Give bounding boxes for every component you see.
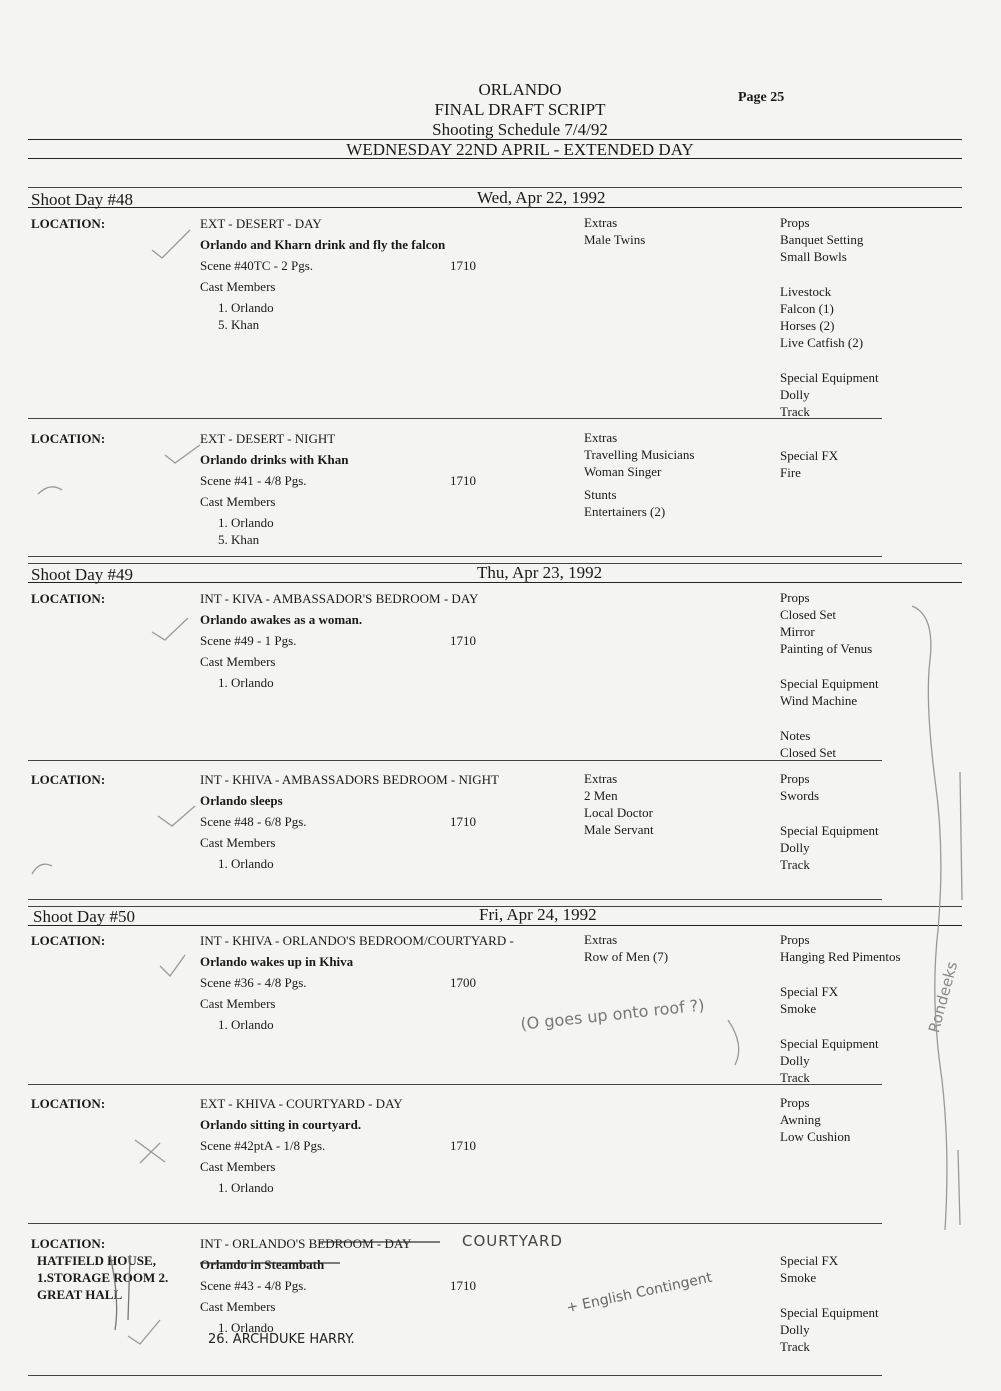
props-item: Low Cushion (780, 1129, 851, 1144)
scene-year: 1710 (450, 814, 476, 829)
cast-title: Cast Members (200, 996, 276, 1011)
props-item: Special Equipment (780, 1305, 879, 1320)
location-label: LOCATION: (31, 431, 106, 446)
props-item: Dolly (780, 1053, 810, 1068)
props-item: Special FX (780, 448, 839, 463)
extras-item: Entertainers (2) (584, 504, 666, 519)
handwritten-courtyard: COURTYARD (462, 1232, 563, 1250)
page-number: Page 25 (738, 90, 785, 105)
cast-title: Cast Members (200, 654, 276, 669)
props-item: Track (780, 857, 810, 872)
shoot-day-label: Shoot Day #48 (31, 190, 133, 209)
props-item: Closed Set (780, 607, 836, 622)
doc-subtitle: FINAL DRAFT SCRIPT (434, 100, 606, 119)
props-item: Small Bowls (780, 249, 847, 264)
hole-punch-icon (32, 864, 52, 874)
props-item: Props (780, 1095, 810, 1110)
scene-description: Orlando wakes up in Khiva (200, 954, 354, 969)
props-item: Live Catfish (2) (780, 335, 864, 350)
props-item: Awning (780, 1112, 821, 1127)
props-item: Special Equipment (780, 676, 879, 691)
extras-item: Extras (584, 430, 618, 445)
cast-member: 5. Khan (218, 317, 260, 332)
hatfield-location: GREAT HALL (37, 1287, 123, 1302)
location-label: LOCATION: (31, 1236, 106, 1251)
props-item: Painting of Venus (780, 641, 873, 656)
handwritten-archduke: 26. ARCHDUKE HARRY. (208, 1332, 355, 1347)
scene-description: Orlando in Steambath (200, 1257, 325, 1272)
props-item: Fire (780, 465, 801, 480)
shoot-day-label: Shoot Day #50 (33, 907, 135, 926)
scene-heading: INT - KIVA - AMBASSADOR'S BEDROOM - DAY (200, 591, 479, 606)
cast-member: 1. Orlando (218, 1017, 274, 1032)
handwritten-side-note: Rondeeks (925, 959, 962, 1035)
props-item: Livestock (780, 284, 832, 299)
props-item: Special Equipment (780, 1036, 879, 1051)
location-label: LOCATION: (31, 1096, 106, 1111)
scene-year: 1710 (450, 633, 476, 648)
scene-heading: EXT - DESERT - NIGHT (200, 431, 336, 446)
scribble-mark (110, 1255, 130, 1330)
scene-description: Orlando sleeps (200, 793, 283, 808)
scene-description: Orlando drinks with Khan (200, 452, 349, 467)
extras-item: Male Twins (584, 232, 646, 247)
props-item: Dolly (780, 1322, 810, 1337)
props-item: Closed Set (780, 745, 836, 760)
scene-heading: INT - ORLANDO'S BEDROOM - DAY (200, 1236, 412, 1251)
props-item: Track (780, 1070, 810, 1085)
cast-title: Cast Members (200, 494, 276, 509)
check-mark-icon (152, 618, 188, 640)
props-item: Special Equipment (780, 823, 879, 838)
location-label: LOCATION: (31, 933, 106, 948)
props-item: Banquet Setting (780, 232, 864, 247)
margin-line (960, 772, 962, 900)
props-item: Horses (2) (780, 318, 835, 333)
scene-year: 1710 (450, 258, 476, 273)
extras-item: Travelling Musicians (584, 447, 695, 462)
location-label: LOCATION: (31, 591, 106, 606)
day-banner: WEDNESDAY 22ND APRIL - EXTENDED DAY (346, 140, 694, 159)
props-item: Dolly (780, 387, 810, 402)
hole-punch-icon (38, 487, 62, 494)
props-item: Special FX (780, 1253, 839, 1268)
cast-member: 1. Orlando (218, 856, 274, 871)
scene-year: 1710 (450, 1278, 476, 1293)
props-item: Special FX (780, 984, 839, 999)
scene-description: Orlando awakes as a woman. (200, 612, 363, 627)
cast-member: 1. Orlando (218, 675, 274, 690)
check-mark-icon (152, 230, 190, 258)
scene-heading: EXT - KHIVA - COURTYARD - DAY (200, 1096, 403, 1111)
props-item: Smoke (780, 1270, 817, 1285)
props-item: Special Equipment (780, 370, 879, 385)
location-label: LOCATION: (31, 772, 106, 787)
cross-mark-icon (135, 1140, 165, 1163)
cast-title: Cast Members (200, 279, 276, 294)
scene-number: Scene #42ptA - 1/8 Pgs. (200, 1138, 326, 1153)
cast-member: 1. Orlando (218, 1320, 274, 1335)
cast-title: Cast Members (200, 1299, 276, 1314)
check-mark-icon (165, 445, 200, 463)
props-item: Notes (780, 728, 811, 743)
props-item: Wind Machine (780, 693, 858, 708)
paren-mark (728, 1020, 739, 1065)
scene-number: Scene #36 - 4/8 Pgs. (200, 975, 307, 990)
scene-number: Scene #40TC - 2 Pgs. (200, 258, 314, 273)
scene-heading: INT - KHIVA - ORLANDO'S BEDROOM/COURTYARD - (200, 933, 514, 948)
cast-title: Cast Members (200, 835, 276, 850)
props-item: Props (780, 215, 810, 230)
shoot-date: Fri, Apr 24, 1992 (479, 905, 597, 924)
props-item: Mirror (780, 624, 815, 639)
props-item: Props (780, 932, 810, 947)
props-item: Hanging Red Pimentos (780, 949, 901, 964)
props-item: Smoke (780, 1001, 817, 1016)
extras-item: Extras (584, 215, 618, 230)
margin-line (958, 1150, 960, 1225)
extras-item: Row of Men (7) (584, 949, 669, 964)
props-item: Track (780, 1339, 810, 1354)
shoot-day-label: Shoot Day #49 (31, 565, 133, 584)
extras-item: Local Doctor (584, 805, 653, 820)
extras-item: Woman Singer (584, 464, 662, 479)
scene-description: Orlando and Kharn drink and fly the falcon (200, 237, 446, 252)
schedule-label: Shooting Schedule 7/4/92 (432, 120, 608, 139)
scene-year: 1710 (450, 473, 476, 488)
props-item: Track (780, 404, 810, 419)
props-item: Props (780, 590, 810, 605)
shoot-date: Thu, Apr 23, 1992 (477, 563, 603, 582)
props-item: Dolly (780, 840, 810, 855)
cast-member: 1. Orlando (218, 1180, 274, 1195)
check-mark-icon (160, 955, 185, 976)
shoot-date: Wed, Apr 22, 1992 (477, 188, 606, 207)
scene-heading: EXT - DESERT - DAY (200, 216, 322, 231)
extras-item: Male Servant (584, 822, 654, 837)
scene-number: Scene #48 - 6/8 Pgs. (200, 814, 307, 829)
location-label: LOCATION: (31, 216, 106, 231)
check-mark-icon (158, 806, 195, 826)
scene-year: 1710 (450, 1138, 476, 1153)
scene-number: Scene #49 - 1 Pgs. (200, 633, 297, 648)
props-item: Falcon (1) (780, 301, 834, 316)
check-mark-icon (128, 1320, 160, 1344)
scene-number: Scene #43 - 4/8 Pgs. (200, 1278, 307, 1293)
handwritten-english: + English Contingent (564, 1269, 714, 1317)
cast-member: 5. Khan (218, 532, 260, 547)
scene-number: Scene #41 - 4/8 Pgs. (200, 473, 307, 488)
extras-item: Extras (584, 932, 618, 947)
doc-title: ORLANDO (478, 80, 562, 99)
extras-item: 2 Men (584, 788, 618, 803)
cast-member: 1. Orlando (218, 300, 274, 315)
props-item: Swords (780, 788, 820, 803)
hatfield-location: 1.STORAGE ROOM 2. (37, 1270, 169, 1285)
handwritten-note: (O goes up onto roof ?) (519, 995, 706, 1034)
extras-item: Stunts (584, 487, 617, 502)
scene-heading: INT - KHIVA - AMBASSADORS BEDROOM - NIGHT (200, 772, 499, 787)
scene-description: Orlando sitting in courtyard. (200, 1117, 362, 1132)
props-item: Props (780, 771, 810, 786)
hatfield-location: HATFIELD HOUSE, (37, 1253, 156, 1268)
cast-member: 1. Orlando (218, 515, 274, 530)
bracket-mark (912, 606, 947, 1230)
cast-title: Cast Members (200, 1159, 276, 1174)
scene-year: 1700 (450, 975, 476, 990)
extras-item: Extras (584, 771, 618, 786)
